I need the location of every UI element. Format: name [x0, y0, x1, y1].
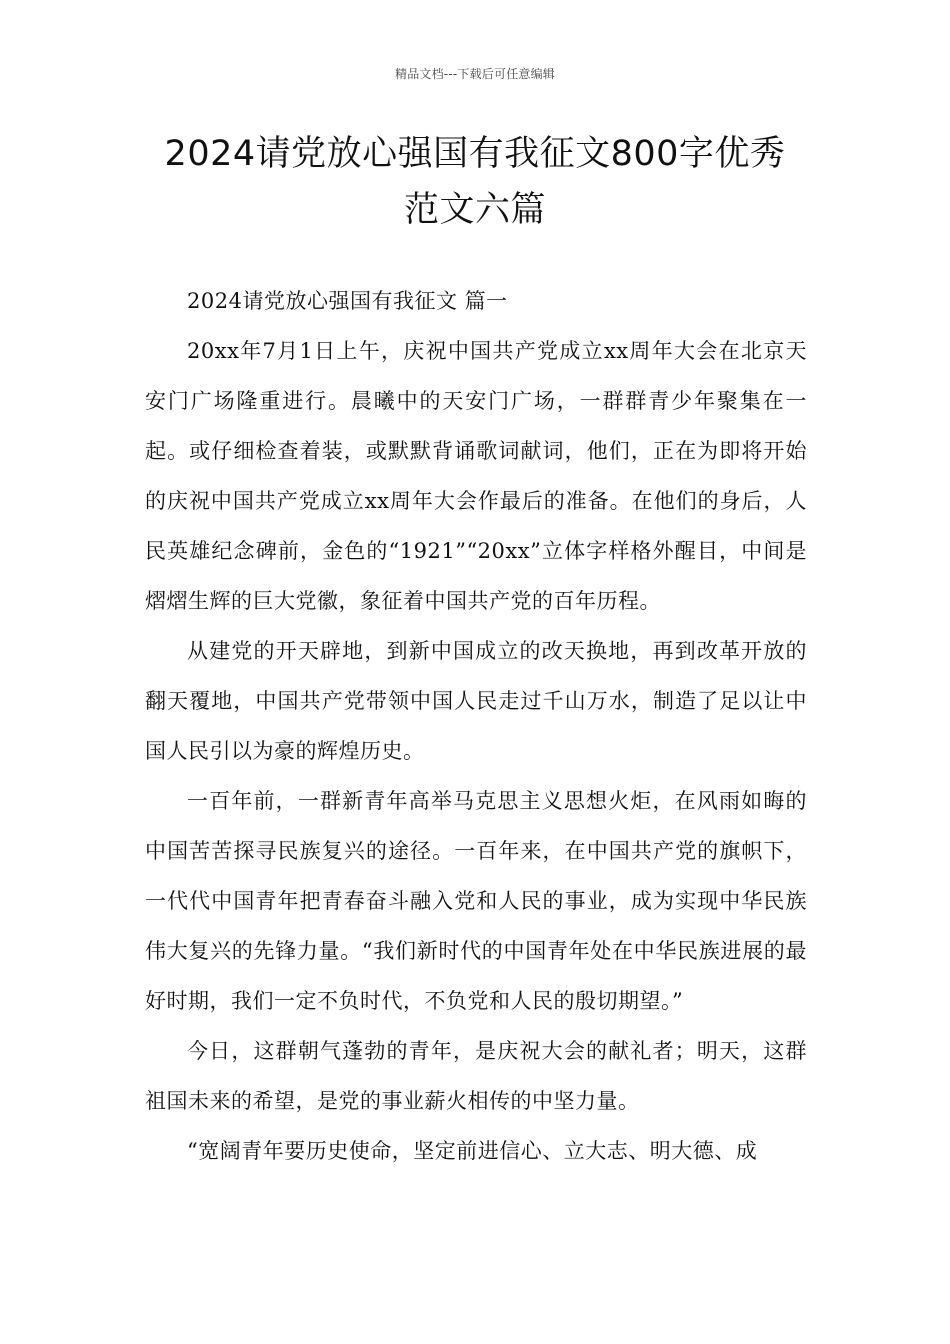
header-note: 精品文档---下载后可任意编辑: [395, 67, 555, 81]
document-title: [120, 126, 830, 238]
section-heading: 2024请党放心强国有我征文 篇一: [187, 289, 508, 313]
paragraph: 今日，这群朝气蓬勃的青年，是庆祝大会的献礼者；明天，这群祖国未来的希望，是党的事业薪火相传的中坚力量。: [145, 1039, 807, 1113]
paragraph: 一百年前，一群新青年高举马克思主义思想火炬，在风雨如晦的中国苦苦探寻民族复兴的途径。一百年来，在中国共产党的旗帜下，一代代中国青年把青春奋斗融入党和人民的事业，成为实现中华民族伟大复兴的先锋力量。“我们新时代的中国青年处在中华民族进展的最好时期，我们一定不负时代，不负党和人民的殷切期望。”: [145, 789, 807, 1013]
paragraph: 20xx年7月1日上午，庆祝中国共产党成立xx周年大会在北京天安门广场隆重进行。晨曦中的天安门广场，一群群青少年聚集在一起。或仔细检查着装，或默默背诵歌词献词，他们，正在为即将开始的庆祝中国共产党成立xx周年大会作最后的准备。在他们的身后，人民英雄纪念碑前，金色的“1921”“20xx”立体字样格外醒目，中间是熠熠生辉的巨大党徽，象征着中国共产党的百年历程。: [145, 339, 807, 613]
paragraph: “宽阔青年要历史使命，坚定前进信心、立大志、明大德、成: [187, 1139, 758, 1163]
paragraph: 从建党的开天辟地，到新中国成立的改天换地，再到改革开放的翻天覆地，中国共产党带领中国人民走过千山万水，制造了足以让中国人民引以为豪的辉煌历史。: [145, 639, 807, 763]
title-line-1: 2024请党放心强国有我征文800字优秀: [164, 134, 786, 174]
title-line-2: 范文六篇: [403, 190, 546, 230]
document-body: [145, 276, 807, 1176]
